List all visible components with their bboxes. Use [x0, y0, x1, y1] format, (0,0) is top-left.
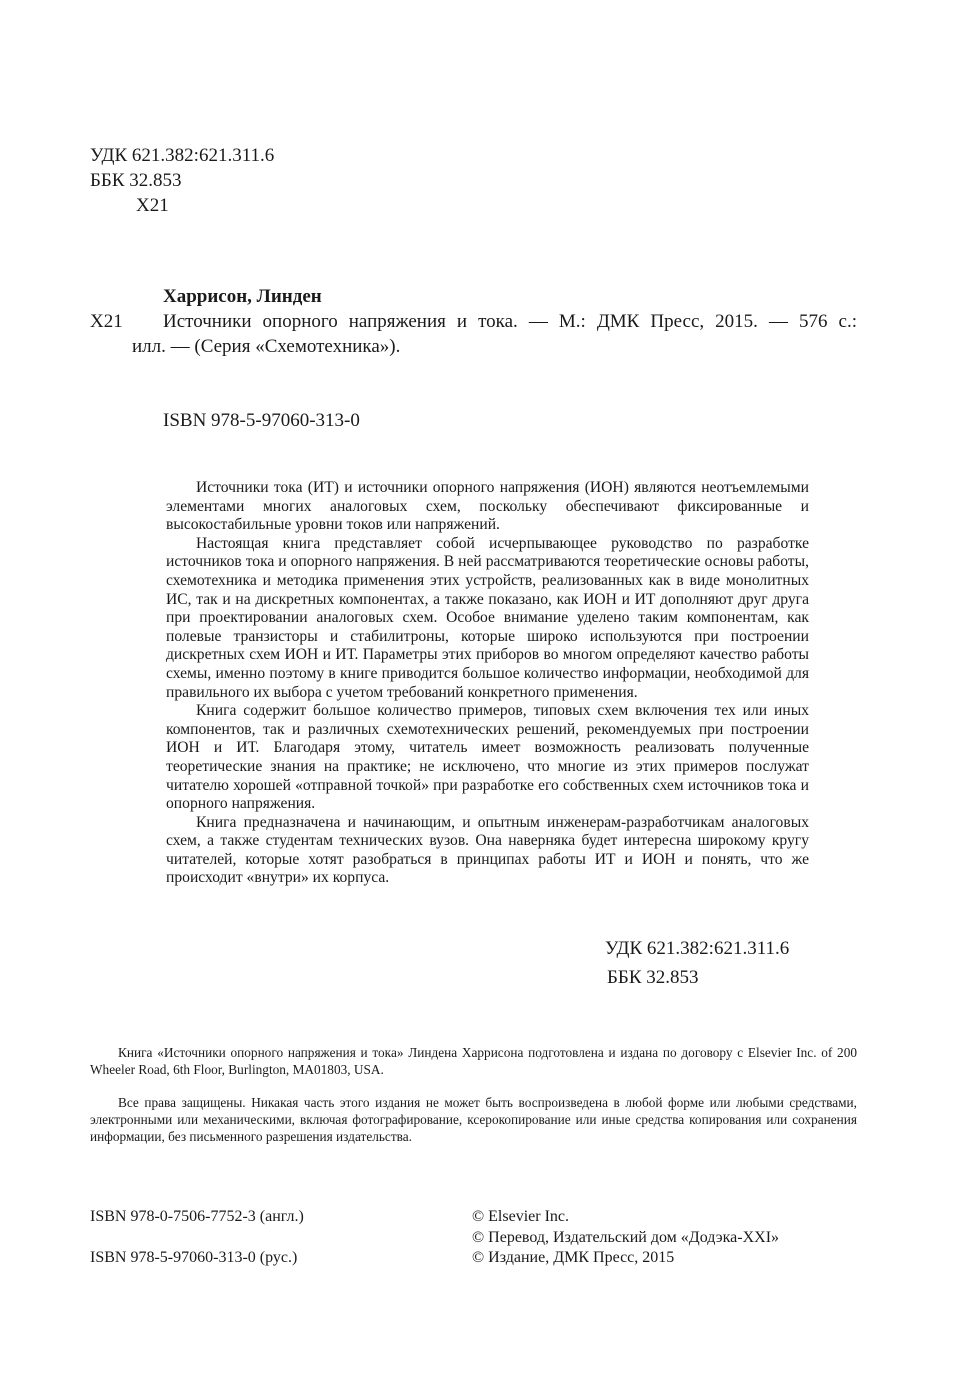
rights-text: Все права защищены. Никакая часть этого издания не может быть воспроизведена в любой форме или любыми средствами, электронными или механическими, включая фотографирование, ксерокопирование или иные средства копирования или сохранения информации, без письменного разрешения издательства.: [90, 1095, 857, 1144]
abstract-paragraph: Настоящая книга представляет собой исчерпывающее руководство по разработке источников тока и опорного напряжения. В ней рассматриваются теоретические основы работы, схемотехника и методика применения этих устройств, реализованных как в виде монолитных ИС, так и на дискретных компонентах, а также показано, как ИОН и ИТ дополняют друг друга при проектировании аналоговых схем. Особое внимание уделено таким компонентам, как полевые транзисторы и стабилитроны, которые широко используются при построении дискретных схем ИОН и ИТ. Параметры этих приборов во многом определяют качество работы схемы, именно поэтому в книге приводится большое количество информации, необходимой для правильного их выбора с учетом требований конкретного применения.: [166, 534, 809, 701]
abstract: [166, 479, 809, 888]
license-note: [90, 1045, 857, 1079]
copyright-elsevier: © Elsevier Inc.: [472, 1208, 570, 1225]
header-code: Х21: [136, 195, 169, 216]
classification-udk: УДК 621.382:621.311.6: [605, 938, 790, 959]
bib-title-line2: илл. — (Серия «Схемотехника»).: [132, 336, 401, 357]
header-udk: УДК 621.382:621.311.6: [90, 145, 275, 166]
abstract-paragraph: Источники тока (ИТ) и источники опорного напряжения (ИОН) являются неотъемлемыми элементами многих аналоговых схем, поскольку обеспечивают фиксированные и высокостабильные уровни токов или напряжений.: [166, 479, 809, 534]
copyright-edition: © Издание, ДМК Пресс, 2015: [472, 1249, 675, 1266]
isbn-english: ISBN 978-0-7506-7752-3 (англ.): [90, 1208, 304, 1225]
bib-code: Х21: [90, 311, 123, 332]
abstract-paragraph: Книга предназначена и начинающим, и опытным инженерам-разработчикам аналоговых схем, а также студентам технических вузов. Она наверняка будет интересна широкому кругу читателей, которые хотят разобраться в принципах работы ИТ и ИОН и понять, что же происходит «внутри» их корпуса.: [166, 813, 809, 887]
license-text: Книга «Источники опорного напряжения и тока» Линдена Харрисона подготовлена и издана по договору с Elsevier Inc. of 200 Wheeler Road, 6th Floor, Burlington, MA01803, USA.: [90, 1045, 857, 1077]
author-name: Харрисон, Линден: [163, 286, 322, 307]
bib-isbn: ISBN 978-5-97060-313-0: [163, 410, 360, 431]
isbn-russian: ISBN 978-5-97060-313-0 (рус.): [90, 1249, 298, 1266]
classification-bbk: ББК 32.853: [607, 967, 699, 988]
rights-note: [90, 1095, 857, 1145]
bib-title-line1: Источники опорного напряжения и тока. — М.: ДМК Пресс, 2015. — 576 с.:: [163, 311, 857, 332]
header-bbk: ББК 32.853: [90, 170, 182, 191]
abstract-paragraph: Книга содержит большое количество примеров, типовых схем включения тех или иных компонентов, так и различных схемотехнических решений, рекомендуемых при построении ИОН и ИТ. Благодаря этому, читатель имеет возможность реализовать полученные теоретические знания на практике; не исключено, что многие из этих примеров послужат читателю хорошей «отправной точкой» при разработке его собственных схем источников тока и опорного напряжения.: [166, 702, 809, 813]
copyright-translation: © Перевод, Издательский дом «Додэка-XXI»: [472, 1229, 780, 1246]
